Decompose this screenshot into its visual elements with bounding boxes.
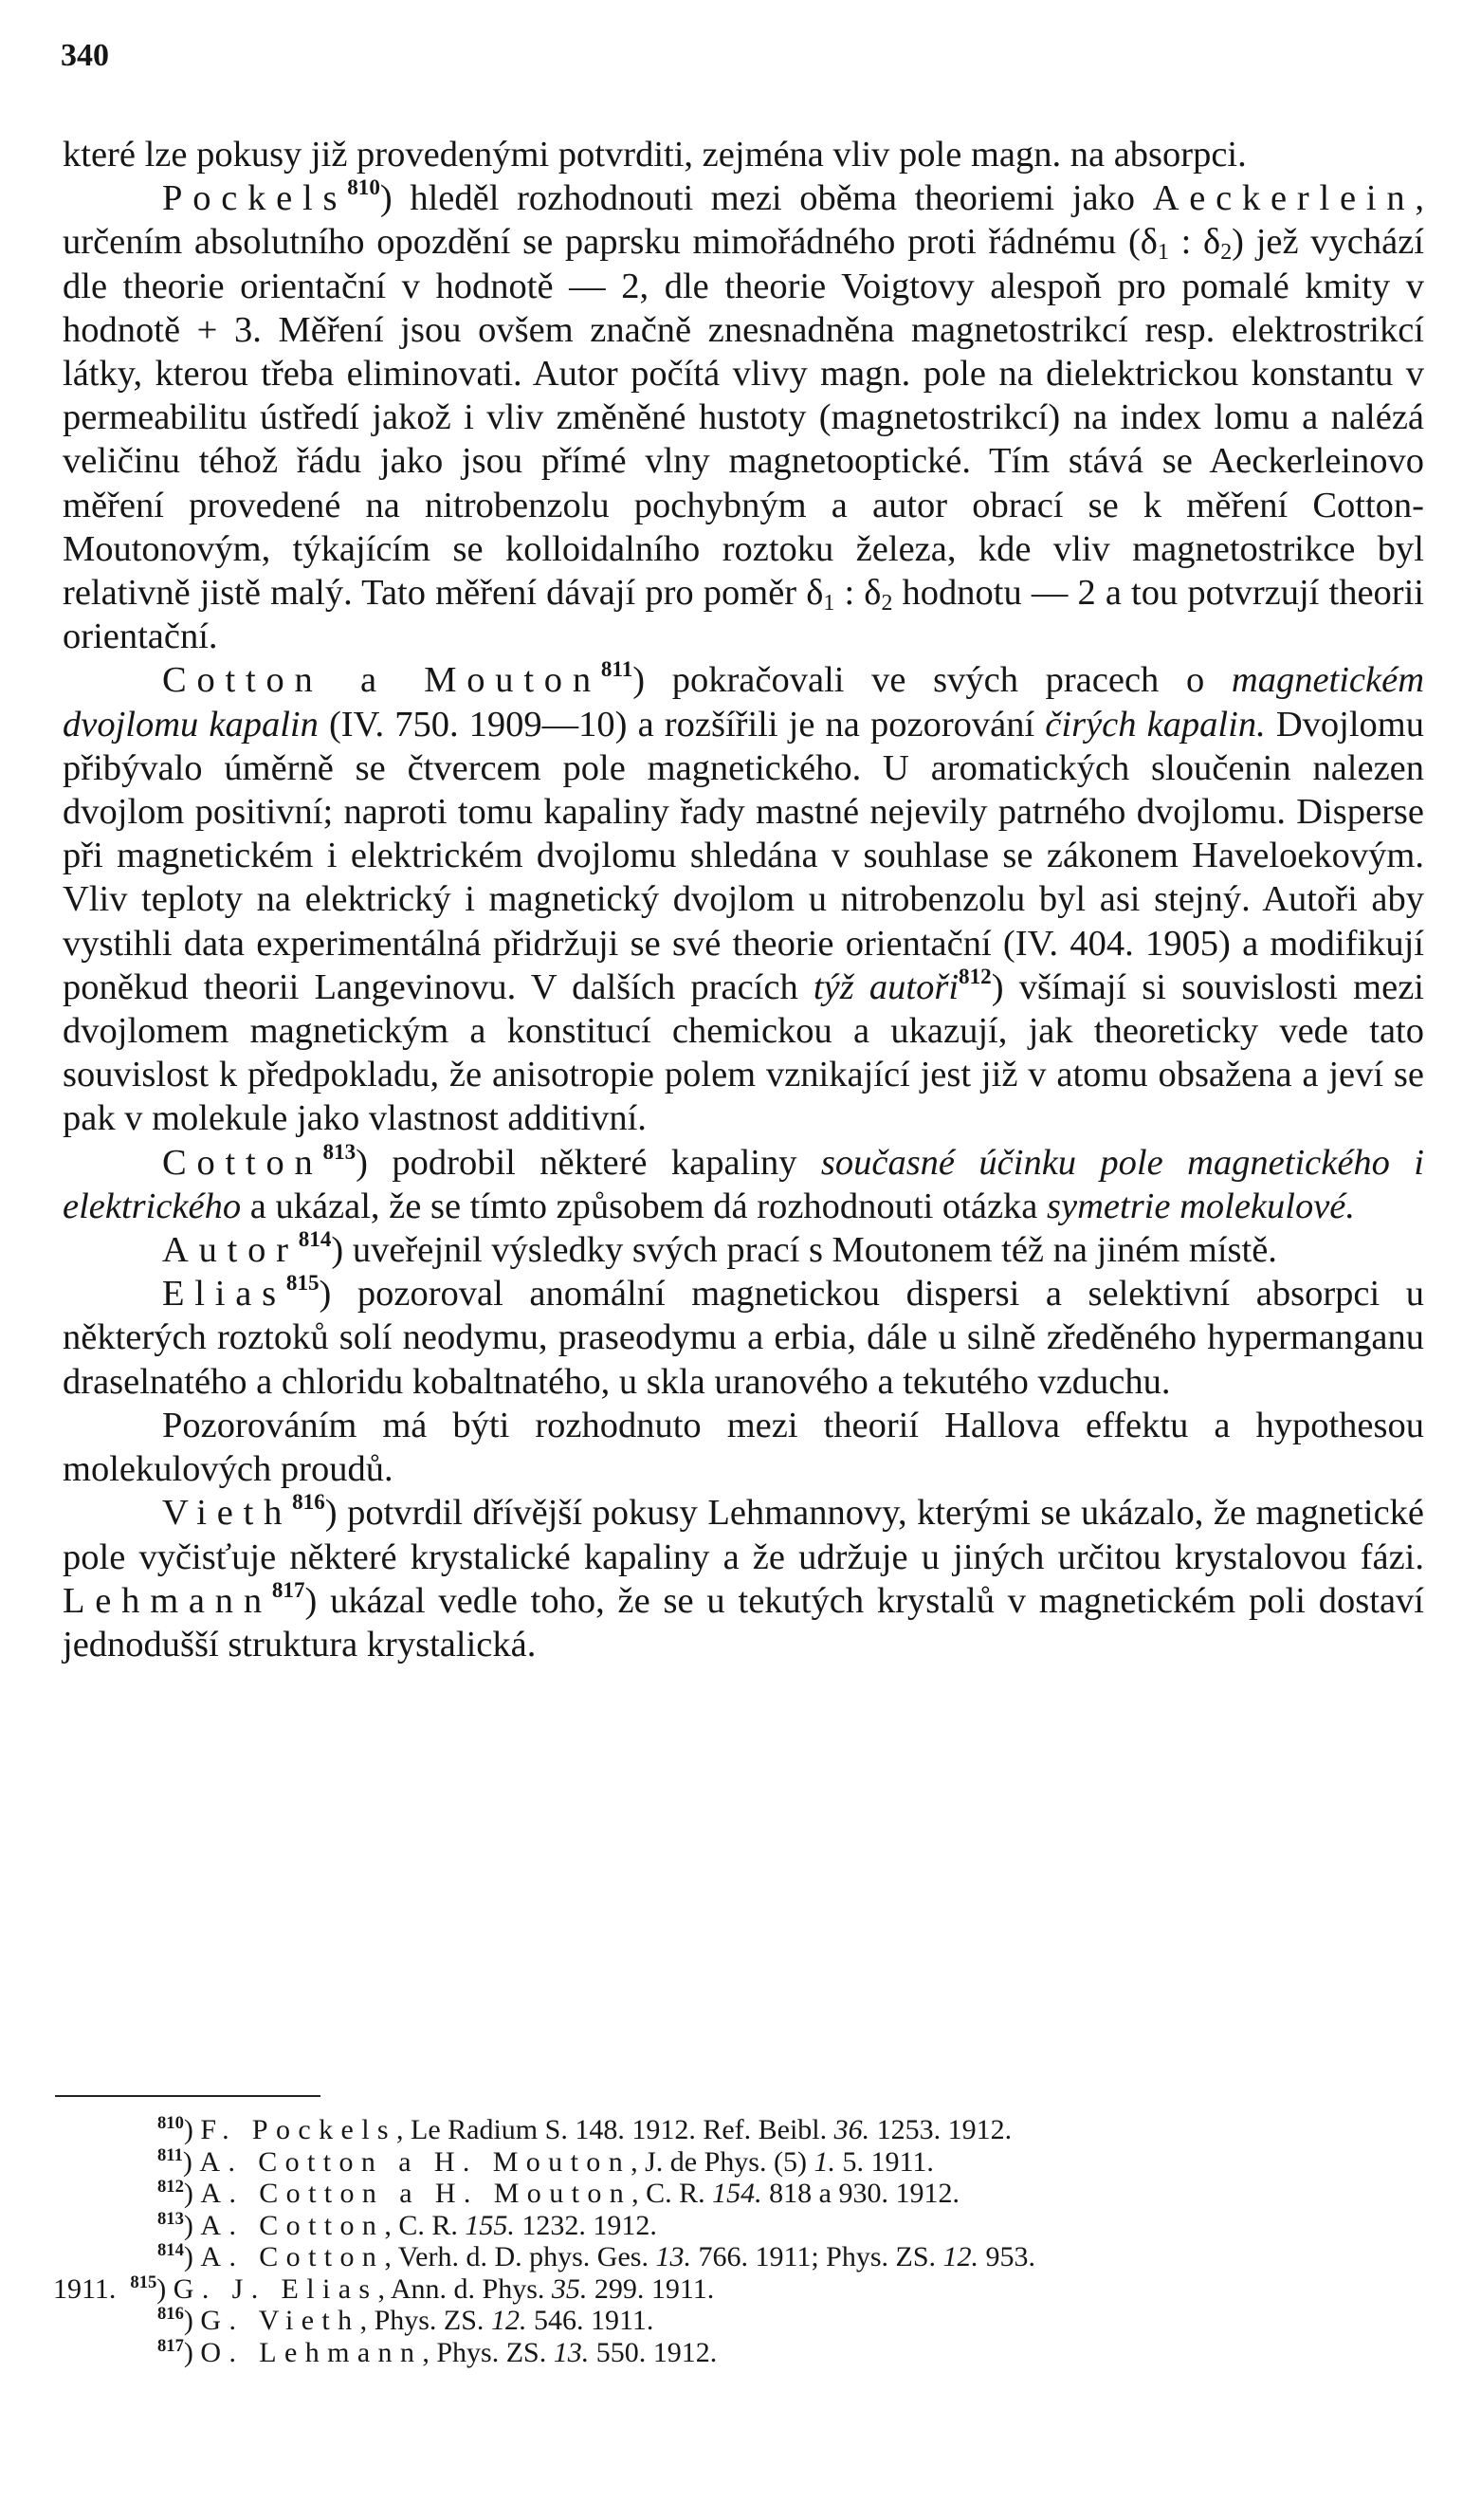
- footnote-ref: 817: [271, 1576, 305, 1602]
- footnote-continuation: 1911.: [53, 2272, 117, 2305]
- footnote: $^{812}$) A. Cotton a H. Mouton, C. R. 154. 818 a 930. 1912.: [157, 2176, 960, 2209]
- paragraph-5: Elias$^{815}$) pozoroval anomální magnetickou dispersi a selektivní absorpci u některých roztoků solí neodymu, praseodymu a erbia, dále u silně zředěného hypermanganu draselnatého a chloridu kobaltnatého, u skla uranového a tekutého vzduchu.: [63, 1270, 1424, 1402]
- footnotes: [53, 2114, 1428, 2368]
- paragraph-1: Pockels$^{810}$) hleděl rozhodnouti mezi oběma theoriemi jako Aeckerlein, určením absolutního opozdění se paprsku mimořádného proti řádnému ($\delta_1$ : $\delta_2$) jež vychází dle theorie orientační v hodnotě — 2, dle theorie Voigtovy alespoň pro pomalé kmity v hodnotě + 3. Měření jsou ovšem značně znesnadněna magnetostrikcí resp. elektrostrikcí látky, kterou třeba eliminovati. Autor počítá vlivy magn. pole na dielektrickou konstantu v permeabilitu ústředí jakož i vliv změněné hustoty (magnetostrikcí) na index lomu a nalézá veličinu téhož řádu jako jsou přímé vlny magnetooptické. Tím stává se Aeckerleinovo měření provedené na nitrobenzolu pochybným a autor obrací se k měření Cotton-Moutonovým, týkajícím se kolloidalního roztoku železa, kde vliv magnetostrikce byl relativně jistě malý. Tato měření dávají pro poměr $\delta_1$ : $\delta_2$ hodnotu — 2 a tou potvrzují theorii orientační.: [63, 175, 1425, 657]
- paragraph-7: Vieth$^{816}$) potvrdil dřívější pokusy Lehmannovy, kterými se ukázalo, že magnetické pole vyčisťuje některé krystalické kapaliny a že udržuje u jiných určitou krystalovou fázi. Lehmann$^{817}$) ukázal vedle toho, že se u tekutých krystalů v magnetickém poli dostaví jednodušší struktura krystalická.: [63, 1489, 1424, 1665]
- footnote: $^{816}$) G. Vieth, Phys. ZS. 12. 546. 1911.: [157, 2303, 654, 2336]
- footnote: $^{814}$) A. Cotton, Verh. d. D. phys. Ges. 13. 766. 1911; Phys. ZS. 12. 953.: [157, 2239, 1036, 2272]
- author-name: Cotton: [162, 1142, 323, 1183]
- footnote-ref: 811: [600, 656, 633, 682]
- paragraph-0: které lze pokusy již provedenými potvrditi, zejména vliv pole magn. na absorpci.: [63, 135, 1247, 175]
- author-name: Vieth: [162, 1493, 293, 1534]
- footnote-ref: 814: [298, 1225, 332, 1251]
- paragraph-2: Cotton a Mouton$^{811}$) pokračovali ve svých pracech o magnetickém dvojlomu kapalin (IV. 750. 1909—10) a rozšířili je na pozorování čirých kapalin. Dvojlomu přibývalo úměrně se čtvercem pole magnetického. U aromatických sloučenin nalezen dvojlom positivní; naproti tomu kapaliny řady mastné nejevily patrného dvojlomu. Disperse při magnetickém i elektrickém dvojlomu shledána v souhlase se zákonem Haveloekovým. Vliv teploty na elektrický i magnetický dvojlom u nitrobenzolu byl asi stejný. Autoři aby vystihli data experimentálná přidržuji se své theorie orientační (IV. 404. 1905) a modifikují poněkud theorii Langevinovu. V dalších pracích týž autoři$^{812}$) všímají si souvislosti mezi dvojlomem magnetickým a konstitucí chemickou a ukazují, jak theoreticky vede tato souvislost k předpokladu, že anisotropie polem vznikající jest již v atomu obsažena a jeví se pak v molekule jako vlastnost additivní.: [63, 656, 1424, 1139]
- footnote: 1911. $^{815}$) G. J. Elias, Ann. d. Phys. 35. 299. 1911.: [53, 2272, 715, 2305]
- author-name: Elias: [162, 1274, 286, 1315]
- footnote: $^{810}$) F. Pockels, Le Radium S. 148. 1912. Ref. Beibl. 36. 1253. 1912.: [157, 2112, 1013, 2145]
- paragraph-3: Cotton$^{813}$) podrobil některé kapaliny současné účinku pole magnetického i elektrického a ukázal, že se tímto způsobem dá rozhodnouti otázka symetrie molekulové.: [63, 1138, 1424, 1226]
- footnote-ref: 813: [322, 1138, 357, 1164]
- paragraph-4: Autor$^{814}$) uveřejnil výsledky svých prací s Moutonem též na jiném místě.: [162, 1225, 1277, 1271]
- author-name: Pockels: [162, 178, 348, 219]
- footnote: $^{813}$) A. Cotton, C. R. 155. 1232. 1912.: [157, 2208, 657, 2241]
- footnote-ref: 812: [959, 963, 992, 988]
- footnote-ref: 810: [347, 175, 380, 200]
- author-name: Cotton a Mouton: [162, 660, 601, 701]
- body-text: [63, 133, 1424, 1666]
- footnote-ref: 815: [285, 1270, 320, 1296]
- paragraph-6: Pozorováním má býti rozhodnuto mezi theorií Hallova effektu a hypothesou molekulových proudů.: [63, 1405, 1424, 1490]
- footnote-divider: [55, 2095, 320, 2097]
- author-name: Lehmann: [63, 1580, 272, 1621]
- author-name: Autor: [162, 1230, 299, 1271]
- page-number: 340: [61, 38, 109, 73]
- author-name: Aeckerlein: [1152, 178, 1416, 219]
- footnote: $^{817}$) O. Lehmann, Phys. ZS. 13. 550. 1912.: [157, 2335, 718, 2368]
- footnote-ref: 816: [292, 1489, 325, 1515]
- footnote: $^{811}$) A. Cotton a H. Mouton, J. de Phys. (5) 1. 5. 1911.: [157, 2144, 934, 2178]
